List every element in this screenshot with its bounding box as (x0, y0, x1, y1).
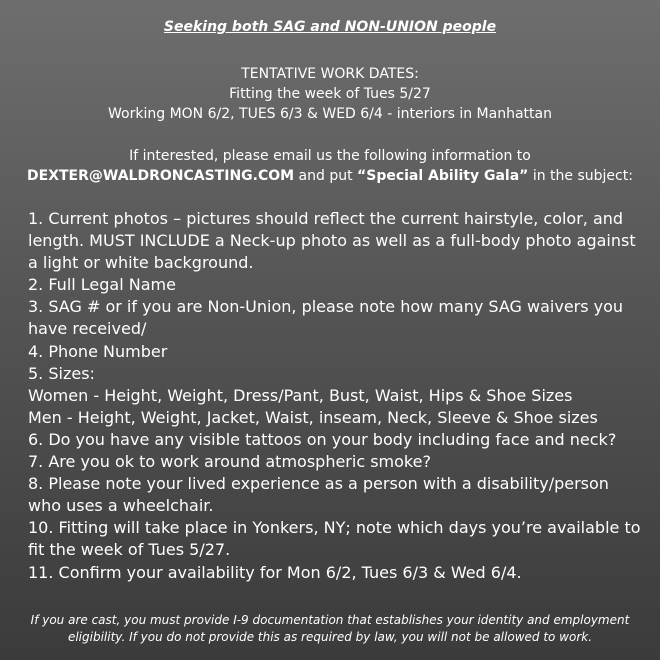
subject-text: “Special Ability Gala” (357, 168, 529, 184)
list-line: 1. Current photos – pictures should reflect the current hairstyle, color, and (28, 209, 624, 228)
list-line: fit the week of Tues 5/27. (28, 540, 231, 560)
notice-heading: Seeking both SAG and NON-UNION people (163, 19, 497, 35)
list-line: Women - Height, Weight, Dress/Pant, Bust, Waist, Hips & Shoe Sizes (28, 385, 573, 405)
list-line: 6. Do you have any visible tattoos on your body including face and neck? (28, 429, 617, 449)
email-address: DEXTER@WALDRONCASTING.COM (27, 168, 295, 184)
list-line: 4. Phone Number (28, 341, 168, 361)
work-dates (0, 64, 660, 124)
list-line: 11. Confirm your availability for Mon 6/2, Tues 6/3 & Wed 6/4. (28, 562, 522, 582)
list-line: length. MUST INCLUDE a Neck-up photo as well as a full-body photo against (28, 231, 636, 251)
work-dates-title: TENTATIVE WORK DATES: (241, 66, 419, 82)
list-line: who uses a wheelchair. (28, 496, 214, 516)
list-line: a light or white background. (28, 253, 254, 273)
subject-end: in the subject: (528, 168, 633, 184)
requirements-list (28, 208, 641, 584)
footer-line: If you are cast, you must provide I-9 documentation that establishes your identity and employment (30, 613, 630, 627)
email-instructions (0, 146, 660, 186)
fitting-date: Fitting the week of Tues 5/27 (229, 86, 431, 102)
instructions-line: If interested, please email us the following information to (129, 148, 531, 164)
list-line: 7. Are you ok to work around atmospheric smoke? (28, 452, 431, 472)
list-line: 5. Sizes: (28, 363, 95, 383)
subject-connector: and put (294, 168, 358, 184)
list-line: 3. SAG # or if you are Non-Union, please note how many SAG waivers you (28, 297, 624, 317)
list-line: have received/ (28, 319, 147, 339)
list-line: Men - Height, Weight, Jacket, Waist, inseam, Neck, Sleeve & Shoe sizes (28, 407, 598, 427)
email-subject-line (0, 166, 660, 186)
footer-line: eligibility. If you do not provide this as required by law, you will not be allowed to work. (67, 630, 593, 644)
list-line: 2. Full Legal Name (28, 275, 176, 295)
list-line: 8. Please note your lived experience as a person with a disability/person (28, 474, 609, 494)
legal-footer (0, 612, 660, 646)
working-dates: Working MON 6/2, TUES 6/3 & WED 6/4 - interiors in Manhattan (108, 106, 552, 122)
list-line: 10. Fitting will take place in Yonkers, NY; note which days you’re available to (28, 518, 641, 538)
